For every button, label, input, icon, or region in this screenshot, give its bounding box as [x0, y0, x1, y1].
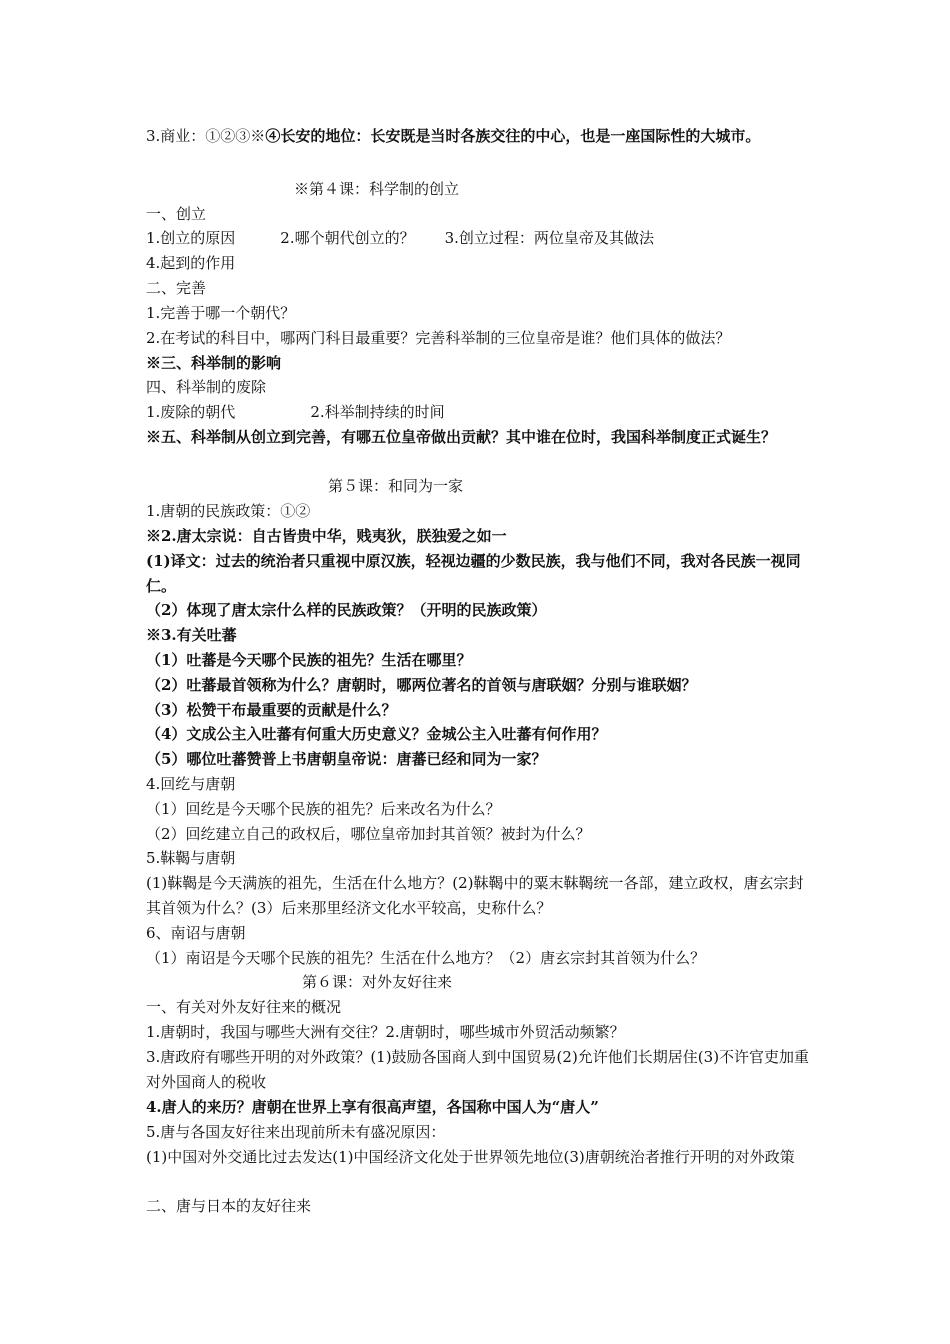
text-line: 1.唐朝时，我国与哪些大洲有交往？2.唐朝时，哪些城市外贸活动频繁？	[146, 1023, 625, 1041]
text-line: （4）文成公主入吐蕃有何重大历史意义？金城公主入吐蕃有何作用？	[146, 725, 607, 743]
section-heading: 一、有关对外友好往来的概况	[146, 998, 342, 1016]
lesson-6-title: 第６课：对外友好往来	[302, 973, 453, 991]
lesson-4-title: ※第４课：科学制的创立	[294, 180, 460, 198]
text-line: （3）松赞干布最重要的贡献是什么？	[146, 701, 397, 719]
text-line: （1）南诏是今天哪个民族的祖先？生活在什么地方？（2）唐玄宗封其首领为什么？	[146, 949, 706, 967]
commerce-line-bold: ④长安的地位：长安既是当时各族交往的中心，也是一座国际性的大城市。	[265, 127, 761, 145]
text-line: 5.唐与各国友好往来出现前所未有盛况原因：	[146, 1123, 446, 1141]
question-paragraph: ※五、科举制从创立到完善，有哪五位皇帝做出贡献？其中谁在位时，我国科举制度正式诞生？	[146, 428, 777, 446]
commerce-line	[146, 124, 826, 149]
text-line: 1.唐朝的民族政策：①②	[146, 502, 311, 520]
text-line: 1.完善于哪一个朝代？	[146, 304, 296, 322]
text-line: 1.废除的朝代 2.科举制持续的时间	[146, 403, 445, 421]
translation-paragraph: (1)译文：过去的统治者只重视中原汉族，轻视边疆的少数民族，我与他们不同，我对各民族一视同仁。	[146, 552, 801, 595]
text-line: （2）体现了唐太宗什么样的民族政策？（开明的民族政策）	[146, 601, 547, 619]
lesson-5-title: 第５课：和同为一家	[328, 477, 464, 495]
policy-paragraph: 3.唐政府有哪些开明的对外政策？(1)鼓励各国商人到中国贸易(2)允许他们长期居住(3)不许官吏加重对外国商人的税收	[146, 1048, 810, 1091]
text-line: ※2.唐太宗说：自古皆贵中华，贱夷狄，朕独爱之如一	[146, 527, 507, 545]
commerce-line-normal: 3.商业：①②③※	[146, 127, 266, 145]
text-line: 5.靺鞨与唐朝	[146, 849, 236, 867]
section-heading: ※三、科举制的影响	[146, 354, 282, 372]
text-line: 4.回纥与唐朝	[146, 775, 236, 793]
text-line: 4.唐人的来历？唐朝在世界上享有很高声望，各国称中国人为“唐人”	[146, 1098, 599, 1116]
reason-paragraph: (1)中国对外交通比过去发达(1)中国经济文化处于世界领先地位(3)唐朝统治者推行开明的对外政策	[146, 1148, 795, 1166]
text-line: 2.在考试的科目中，哪两门科目最重要？完善科举制的三位皇帝是谁？他们具体的做法？	[146, 329, 731, 347]
text-line: （1）吐蕃是今天哪个民族的祖先？生活在哪里？	[146, 651, 472, 669]
text-line: 6、南诏与唐朝	[146, 924, 246, 942]
text-line: ※3.有关吐蕃	[146, 626, 237, 644]
mohe-paragraph: (1)靺鞨是今天满族的祖先，生活在什么地方？(2)靺鞨中的粟末靺鞨统一各部，建立政权，唐玄宗封其首领为什么？(3）后来那里经济文化水平较高，史称什么？	[146, 874, 804, 917]
text-line: 1.创立的原因 2.哪个朝代创立的？ 3.创立过程：两位皇帝及其做法	[146, 229, 654, 247]
text-line: （2）回纥建立自己的政权后，哪位皇帝加封其首领？被封为什么？	[146, 825, 591, 843]
section-heading: 二、唐与日本的友好往来	[146, 1197, 312, 1215]
section-heading: 二、完善	[146, 279, 207, 297]
section-heading: 一、创立	[146, 205, 207, 223]
text-line: （2）吐蕃最首领称为什么？唐朝时，哪两位著名的首领与唐联姻？分别与谁联姻？	[146, 676, 697, 694]
text-line: （1）回纥是今天哪个民族的祖先？后来改名为什么？	[146, 800, 501, 818]
text-line: 4.起到的作用	[146, 254, 236, 272]
section-heading: 四、科举制的废除	[146, 378, 267, 396]
text-line: （5）哪位吐蕃赞普上书唐朝皇帝说：唐蕃已经和同为一家？	[146, 750, 547, 768]
